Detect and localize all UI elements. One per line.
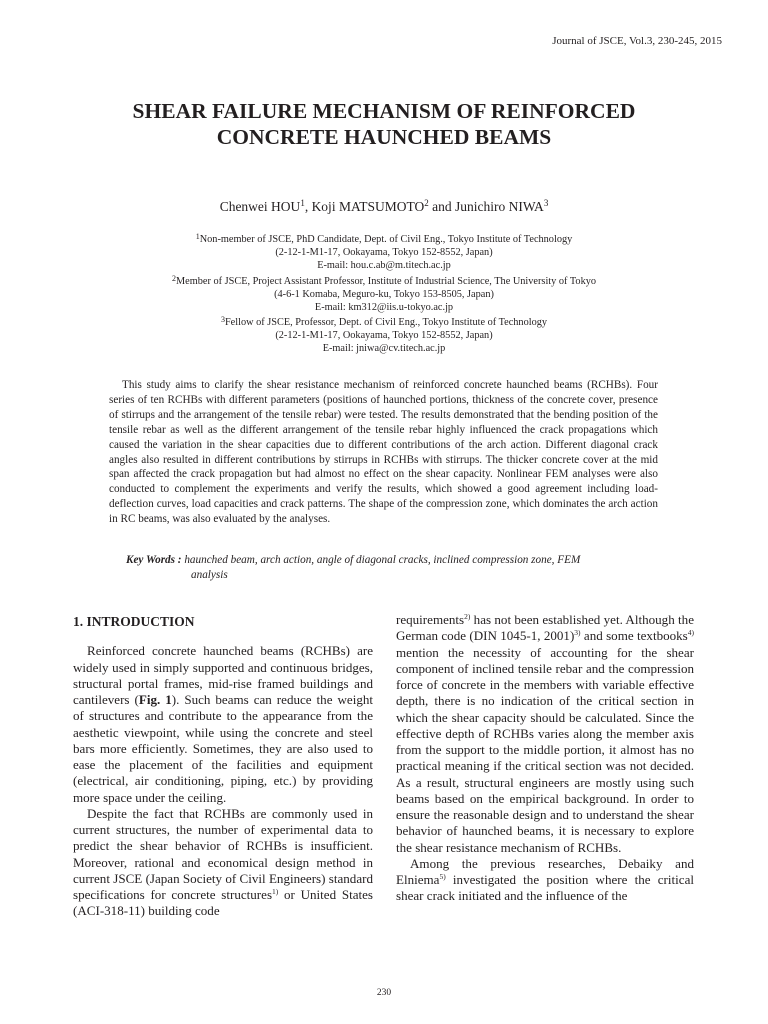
abstract-text: This study aims to clarify the shear resistance mechanism of reinforced concrete haunched beams (RCHBs). Four series of ten RCHBs with different parameters (positions of haunched portions, thickness of the concrete cover, presence of stirrups and the arrangement of the tensile rebar) were tested. The results demonstrated that the bending position of the tensile rebar as well as the different arrangement of the tensile rebar highly influenced the crack propagations which caused the variation in the shear capacities due to different contributions of the arch action. Different diagonal crack angles also resulted in different contributions by stirrups in RCHBs with stirrups. The thicker concrete cover at the mid span affected the crack propagation but had almost no effect on the shear capacity. Nonlinear FEM analyses were also conducted to complement the experiments and verify the results, which showed a good agreement including load-deflection curves, load capacities and crack patterns. The shape of the compression zone, which dominates the arch action in RC beams, was also evaluated by the analyses.: [109, 379, 658, 526]
affiliation-address: (2-12-1-M1-17, Ookayama, Tokyo 152-8552, Japan): [275, 246, 493, 258]
citation-marker: 5): [439, 872, 446, 881]
keywords: [126, 553, 666, 582]
author-affil-marker: 1: [300, 198, 305, 208]
affiliations: [0, 231, 768, 356]
author-affil-marker: 2: [424, 198, 429, 208]
affil-marker: 1: [195, 232, 200, 241]
page-number: 230: [376, 988, 392, 998]
left-column: [73, 614, 373, 920]
paragraph-text: Reinforced concrete haunched beams (RCHBs) are widely used in simply supported and continuous bridges, structural portal frames, mid-rise framed buildings and cantilevers (: [73, 643, 373, 707]
affiliation-text: Member of JSCE, Project Assistant Professor, Institute of Industrial Science, The University of Tokyo: [175, 275, 597, 287]
affiliation-email: E-mail: km312@iis.u-tokyo.ac.jp: [314, 301, 454, 313]
author-name: Junichiro NIWA: [454, 199, 544, 214]
keywords-text: haunched beam, arch action, angle of diagonal cracks, inclined compression zone, FEM: [181, 554, 581, 566]
paragraph-text: Despite the fact that RCHBs are commonly used in current structures, the number of experimental data to predict the shear behavior of RCHBs is insufficient. Moreover, rational and economical design method in current JSCE (Japan Society of Civil Engineers) standard specifications for concrete structures: [73, 805, 373, 902]
title-line-1: SHEAR FAILURE MECHANISM OF REINFORCED: [132, 99, 636, 123]
author-name: Koji MATSUMOTO: [311, 199, 425, 214]
paragraph-text: investigated the position where the critical shear crack initiated and the influence of the: [396, 872, 694, 904]
paragraph-text: or United States (ACI-318-11) building code: [73, 887, 373, 919]
affil-marker: 3: [220, 315, 225, 325]
affiliation-text: Fellow of JSCE, Professor, Dept. of Civil Eng., Tokyo Institute of Technology: [224, 317, 548, 329]
affiliation-line: [0, 314, 768, 330]
right-column: [396, 612, 694, 905]
body-paragraph: [73, 806, 373, 920]
affil-marker: 2: [171, 273, 176, 283]
author-list: [0, 198, 768, 215]
author-separator: and: [428, 199, 455, 214]
title-line-2: CONCRETE HAUNCHED BEAMS: [216, 125, 552, 149]
citation-marker: 2): [464, 612, 471, 621]
body-paragraph: [396, 856, 694, 905]
keywords-row: [126, 553, 666, 568]
body-paragraph: [396, 612, 694, 856]
affiliation-address: (2-12-1-M1-17, Ookayama, Tokyo 152-8552, Japan): [275, 330, 493, 342]
affiliation-line: [0, 231, 768, 247]
paragraph-text: Among the previous researches, Debaiky and Elniema: [396, 855, 694, 887]
abstract: [109, 378, 658, 527]
keywords-text-continued: analysis: [191, 568, 228, 581]
keywords-label: Key Words :: [126, 554, 182, 566]
paragraph-text: mention the necessity of accounting for the shear component of inclined tensile rebar and the compression force of concrete in the members with variable effective depth, there is no indication of the critical section in which the shear capacity should be calculated. Since the effective depth of RCHBs varies along the member axis from the support to the middle portion, it almost has no practical meaning if the critical section was not decided. As a result, structural engineers are mostly using such beams based on the empirical background. In order to ensure the reasonable design and to understand the shear behavior of haunched beams, it is necessary to explore the shear resistance mechanism of RCHBs.: [396, 644, 694, 855]
paragraph-text: requirements: [396, 612, 465, 627]
body-paragraph: [73, 643, 373, 806]
paragraph-text: and some textbooks: [580, 628, 688, 644]
paragraph-text: ). Such beams can reduce the weight of structures and contribute to the appearance from the aesthetic viewpoint, while using the concrete and steel bars more efficiently. Sometimes, they are also used to ease the placement of the facilities and equipment (electrical, air conditioning, piping, etc.) by providing more space under the ceiling.: [73, 692, 373, 805]
affiliation-email: E-mail: hou.c.ab@m.titech.ac.jp: [317, 259, 451, 271]
affiliation-address: (4-6-1 Komaba, Meguro-ku, Tokyo 153-8505, Japan): [274, 288, 494, 300]
affiliation-line: [0, 273, 768, 289]
paper-title: [0, 98, 768, 150]
author-affil-marker: 3: [543, 198, 549, 208]
citation-marker: 1): [272, 887, 279, 896]
paragraph-text: has not been established yet. Although the German code (DIN 1045-1, 2001): [396, 612, 694, 644]
figure-reference: Fig. 1: [138, 692, 172, 707]
citation-marker: 3): [574, 628, 581, 638]
author-name: Chenwei HOU: [219, 199, 301, 214]
citation-marker: 4): [687, 628, 694, 638]
affiliation-text: Non-member of JSCE, PhD Candidate, Dept. of Civil Eng., Tokyo Institute of Technology: [199, 234, 573, 245]
affiliation-email: E-mail: jniwa@cv.titech.ac.jp: [322, 343, 446, 355]
author-separator: ,: [304, 199, 312, 214]
journal-reference: Journal of JSCE, Vol.3, 230-245, 2015: [552, 35, 722, 47]
section-heading: 1. INTRODUCTION: [73, 614, 195, 629]
